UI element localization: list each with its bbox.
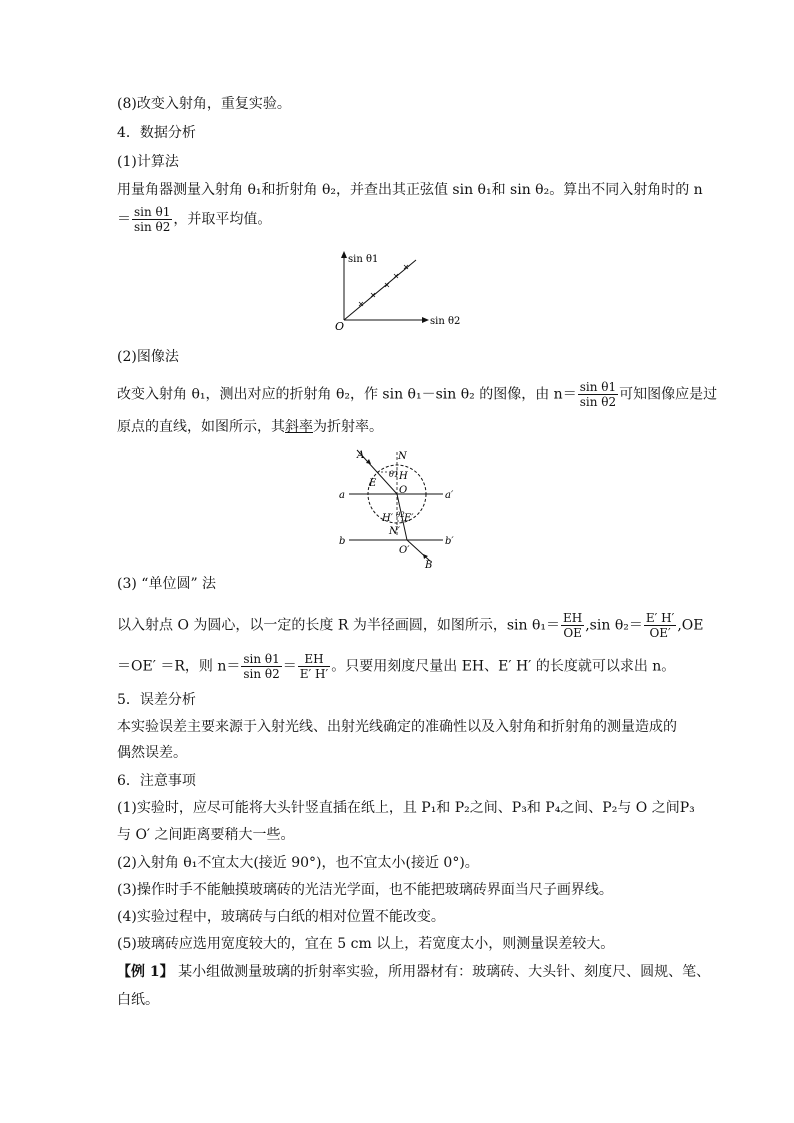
subsection-calc-method: (1)计算法 [117, 154, 179, 170]
origin-label: O [335, 320, 345, 333]
label-E: E [369, 478, 377, 489]
note-1-cont: 与 O′ 之间距离要稍大一些。 [117, 827, 295, 843]
label-a: a [339, 490, 345, 501]
calc-method-formula-line [117, 205, 271, 234]
label-b: b [339, 536, 346, 547]
label-E-prime: E′ [404, 513, 414, 524]
label-N: N [398, 451, 407, 462]
fraction-numerator: EH [298, 652, 331, 667]
step-8-text: (8)改变入射角，重复实验。 [117, 96, 291, 112]
unit-circle-text: 以入射点 O 为圆心，以一定的长度 R 为半径画圆，如图所示，sin θ₁＝ [117, 617, 560, 634]
graph-method-line-2 [117, 417, 383, 437]
calc-method-text: 用量角器测量入射角 θ₁和折射角 θ₂，并查出其正弦值 sin θ₁和 sin θ₂。算出不同入射角时的 n [117, 182, 703, 198]
fit-line [344, 260, 416, 320]
emergent-ray [407, 540, 430, 561]
fraction-denominator: sin θ2 [134, 220, 171, 234]
note-3: (3)操作时手不能触摸玻璃砖的光洁光学面，也不能把玻璃砖界面当尺子画界线。 [117, 882, 613, 898]
label-b-prime: b′ [445, 536, 454, 547]
n-fraction [132, 205, 172, 234]
incident-arrow [366, 459, 371, 464]
y-axis-label: sin θ1 [348, 254, 379, 265]
y-axis-arrow [341, 251, 347, 258]
note-5: (5)玻璃砖应选用宽度较大的，宜在 5 cm 以上，若宽度太小，则测量误差较大。 [117, 936, 615, 952]
fraction-numerator: sin θ1 [579, 380, 617, 394]
graph-method-text-2: 原点的直线，如图所示，其 [117, 419, 285, 435]
label-N-prime: N′ [389, 526, 401, 537]
unit-circle-tail-2: 。只要用刻度尺量出 EH、E′ H′ 的长度就可以求出 n。 [331, 658, 676, 675]
note-4: (4)实验过程中，玻璃砖与白纸的相对位置不能改变。 [117, 909, 445, 925]
graph-method-tail-2: 为折射率。 [313, 419, 383, 435]
label-theta1: θ1 [389, 470, 399, 479]
note-2: (2)入射角 θ₁不宜太大(接近 90°)，也不宜太小(接近 0°)。 [117, 855, 479, 871]
subsection-unit-circle: (3) “单位圆” 法 [117, 576, 217, 592]
sin2-fraction [644, 611, 677, 640]
fraction-denominator: OE [563, 626, 582, 640]
example-text: 某小组做测量玻璃的折射率实验，所用器材有：玻璃砖、大头针、刻度尺、圆规、笔、 [173, 964, 711, 980]
label-A: A [357, 450, 365, 461]
graph-method-line-1 [117, 380, 717, 409]
x-axis-label: sin θ2 [430, 316, 461, 327]
label-theta2: θ2 [396, 511, 405, 519]
fraction-denominator: E′ H′ [299, 667, 329, 681]
fraction-denominator: OE′ [649, 626, 671, 640]
unit-circle-text-2: ＝OE′ ＝R，则 n＝ [117, 658, 241, 675]
x-axis-arrow [422, 317, 429, 323]
label-O: O [399, 485, 408, 496]
sine-graph-figure [330, 248, 470, 336]
subsection-graph-method: (2)图像法 [117, 349, 179, 365]
eh-fraction [298, 652, 331, 681]
unit-circle-figure [335, 446, 465, 570]
section-4-heading: 4．数据分析 [117, 125, 196, 141]
note-1: (1)实验时，应尽可能将大头针竖直插在纸上，且 P₁和 P₂之间、P₃和 P₄之间、P₂与 O 之间P₃ [117, 800, 695, 816]
data-points [359, 265, 408, 306]
unit-circle-mid: ,sin θ₂＝ [585, 617, 643, 634]
fraction-numerator: sin θ1 [134, 205, 171, 219]
sin1-fraction [561, 611, 584, 640]
error-analysis-text: 本实验误差主要来源于入射光线、出射光线确定的准确性以及入射角和折射角的测量造成的 [117, 719, 677, 735]
label-H-prime: H′ [382, 513, 393, 524]
fraction-numerator: EH [563, 611, 583, 625]
fraction-denominator: sin θ2 [243, 667, 280, 681]
unit-circle-line-2 [117, 652, 675, 681]
example-tag: 【例 1】 [117, 964, 174, 980]
graph-method-text: 改变入射角 θ₁，测出对应的折射角 θ₂，作 sin θ₁－sin θ₂ 的图像，由 n＝ [117, 386, 577, 403]
unit-circle-tail: ,OE [677, 617, 704, 634]
n-fraction [578, 380, 618, 409]
example-1-line-2: 白纸。 [117, 992, 159, 1008]
label-a-prime: a′ [445, 490, 454, 501]
unit-circle-line-1 [117, 611, 704, 640]
label-B: B [425, 560, 433, 570]
label-H: H [399, 471, 408, 482]
n-fraction [241, 652, 281, 681]
fraction-denominator: sin θ2 [579, 395, 617, 409]
equals-sign: ＝ [282, 658, 297, 675]
fraction-numerator: sin θ1 [243, 652, 280, 666]
label-O-prime: O′ [399, 545, 410, 556]
fraction-numerator: E′ H′ [645, 611, 675, 625]
section-5-heading: 5．误差分析 [117, 692, 196, 708]
formula-tail: ，并取平均值。 [173, 211, 272, 228]
slope-underlined: 斜率 [285, 419, 313, 435]
example-1-line [117, 962, 710, 982]
section-6-heading: 6．注意事项 [117, 773, 196, 789]
graph-method-tail: 可知图像应是过 [619, 386, 718, 403]
equals-sign: ＝ [117, 211, 131, 228]
error-analysis-text-2: 偶然误差。 [117, 745, 187, 761]
